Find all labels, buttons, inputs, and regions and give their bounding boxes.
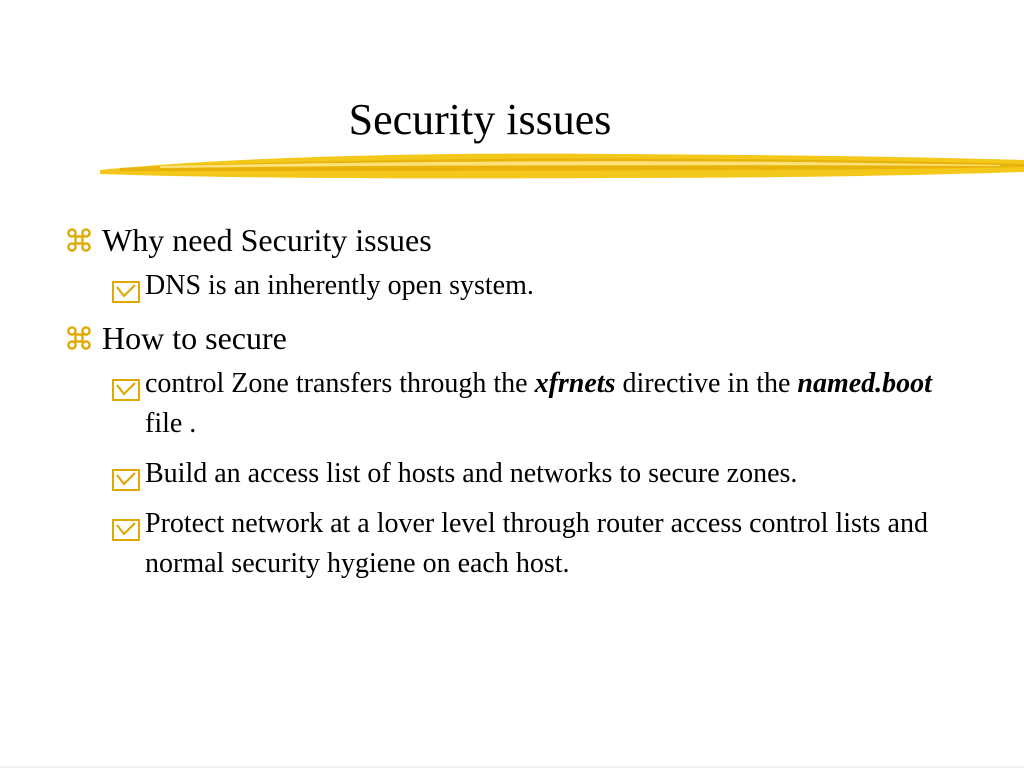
checkbox-icon [112, 463, 140, 485]
bullet-text-part: control Zone transfers through the [145, 368, 535, 399]
emphasis-named-boot: named.boot [797, 368, 932, 399]
title-underline-brush [100, 148, 1024, 188]
bullet-text-part: directive in the [615, 368, 798, 399]
bullet-text: Why need Security issues [102, 222, 432, 258]
command-key-icon [62, 220, 96, 260]
bullet-level1 [62, 220, 962, 260]
bullet-level2 [112, 266, 962, 306]
bullet-level2 [112, 454, 962, 494]
command-key-icon [62, 318, 96, 358]
slide-title: Security issues [348, 95, 612, 144]
checkbox-icon [112, 373, 140, 395]
checkbox-icon [112, 513, 140, 535]
emphasis-xfrnets: xfrnets [534, 368, 616, 399]
bullet-text: DNS is an inherently open system. [145, 270, 534, 301]
bullet-level1 [62, 318, 962, 358]
checkbox-icon [112, 275, 140, 297]
bullet-text-part: file . [145, 408, 197, 439]
bullet-text: How to secure [102, 320, 287, 356]
bullet-text: Protect network at a lover level through router access control lists and normal security hygiene on each host. [145, 508, 928, 579]
slide-body [62, 220, 962, 594]
bullet-text: Build an access list of hosts and networks to secure zones. [145, 458, 798, 489]
bullet-level2 [112, 504, 962, 584]
bullet-level2 [112, 364, 962, 444]
